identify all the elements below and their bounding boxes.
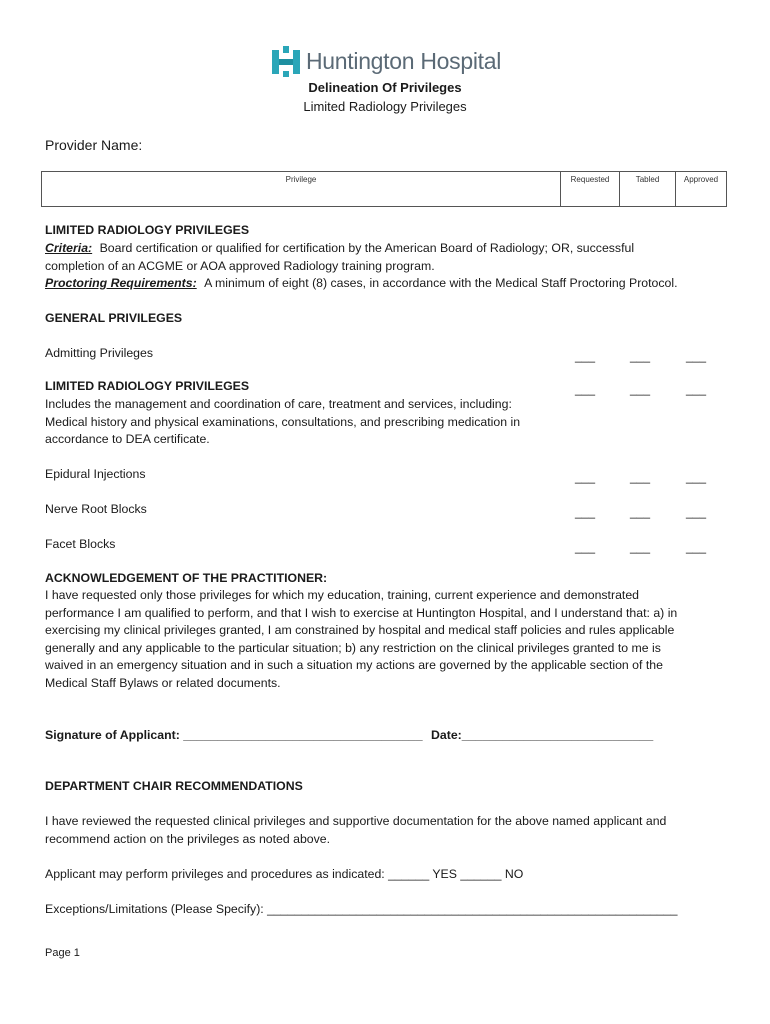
criteria-label: Criteria: (45, 241, 93, 255)
acknowledgement-text: performance I am qualified to perform, and that I wish to exercise at Huntington Hospital, and I understand that: a) in (45, 606, 678, 620)
facet-approved-blank[interactable]: ___ (686, 540, 707, 554)
nerve-approved-blank[interactable]: ___ (686, 505, 707, 519)
privilege-header-table (41, 171, 727, 207)
proctoring-label: Proctoring Requirements: (45, 276, 197, 290)
privilege-column-header: Privilege (42, 172, 561, 207)
tabled-column-header: Tabled (620, 172, 676, 207)
nerve-requested-blank[interactable]: ___ (575, 505, 596, 519)
document-subtitle: Limited Radiology Privileges (303, 99, 467, 114)
general-privileges-heading: GENERAL PRIVILEGES (45, 311, 183, 325)
limited-approved-blank[interactable]: ___ (686, 382, 707, 396)
proctoring-text: A minimum of eight (8) cases, in accordance with the Medical Staff Proctoring Protocol. (204, 276, 678, 290)
requested-column-header: Requested (561, 172, 620, 207)
nerve-tabled-blank[interactable]: ___ (630, 505, 651, 519)
acknowledgement-heading: ACKNOWLEDGEMENT OF THE PRACTITIONER: (45, 571, 328, 585)
date-field[interactable]: Date:____________________________ (431, 728, 654, 742)
limited-radiology-heading: LIMITED RADIOLOGY PRIVILEGES (45, 379, 250, 393)
signature-field[interactable]: Signature of Applicant: ___________________________________ (45, 728, 423, 742)
proctoring-line (45, 275, 678, 293)
hospital-logo-icon (270, 44, 302, 78)
facet-tabled-blank[interactable]: ___ (630, 540, 651, 554)
page-number: Page 1 (45, 947, 80, 959)
admitting-requested-blank[interactable]: ___ (575, 349, 596, 363)
limited-tabled-blank[interactable]: ___ (630, 382, 651, 396)
department-chair-heading: DEPARTMENT CHAIR RECOMMENDATIONS (45, 779, 303, 793)
limited-requested-blank[interactable]: ___ (575, 382, 596, 396)
limited-radiology-description: Medical history and physical examinations, consultations, and prescribing medication in (45, 415, 521, 429)
acknowledgement-text: waived in an emergency situation and in such a situation my actions are governed by the applicable section of the (45, 658, 663, 672)
epidural-tabled-blank[interactable]: ___ (630, 470, 651, 484)
criteria-text: Board certification or qualified for certification by the American Board of Radiology; OR, successful (99, 241, 635, 255)
admitting-tabled-blank[interactable]: ___ (630, 349, 651, 363)
limited-radiology-description: Includes the management and coordination of care, treatment and services, including: (45, 397, 512, 411)
department-text: I have reviewed the requested clinical privileges and supportive documentation for the above named applicant and (45, 814, 667, 828)
epidural-requested-blank[interactable]: ___ (575, 470, 596, 484)
acknowledgement-text: I have requested only those privileges for which my education, training, current experience and demonstrated (45, 588, 640, 602)
document-title: Delineation Of Privileges (308, 80, 462, 95)
perform-privileges-line[interactable]: Applicant may perform privileges and procedures as indicated: ______ YES ______ NO (45, 867, 524, 881)
hospital-logo (270, 44, 501, 78)
admitting-approved-blank[interactable]: ___ (686, 349, 707, 363)
facet-blocks-label: Facet Blocks (45, 537, 116, 551)
epidural-approved-blank[interactable]: ___ (686, 470, 707, 484)
acknowledgement-text: generally and any applicable to the particular situation; b) any restriction on the clinical privileges granted to me is (45, 641, 661, 655)
epidural-injections-label: Epidural Injections (45, 467, 146, 481)
approved-column-header: Approved (676, 172, 727, 207)
limited-radiology-description: accordance to DEA certificate. (45, 432, 210, 446)
criteria-text-continued: completion of an ACGME or AOA approved Radiology training program. (45, 259, 435, 273)
department-text: recommend action on the privileges as noted above. (45, 832, 331, 846)
nerve-root-blocks-label: Nerve Root Blocks (45, 502, 147, 516)
facet-requested-blank[interactable]: ___ (575, 540, 596, 554)
provider-name-label: Provider Name: (45, 137, 143, 153)
criteria-heading: LIMITED RADIOLOGY PRIVILEGES (45, 223, 250, 237)
exceptions-line[interactable]: Exceptions/Limitations (Please Specify): ____________________________________________________________ (45, 902, 678, 916)
hospital-logo-text: Huntington Hospital (306, 47, 502, 74)
criteria-line (45, 240, 634, 258)
acknowledgement-text: Medical Staff Bylaws or related documents. (45, 676, 281, 690)
acknowledgement-text: exercising my clinical privileges granted, I am constrained by hospital and medical staff policies and rules applicable (45, 623, 675, 637)
admitting-privileges-label: Admitting Privileges (45, 346, 153, 360)
